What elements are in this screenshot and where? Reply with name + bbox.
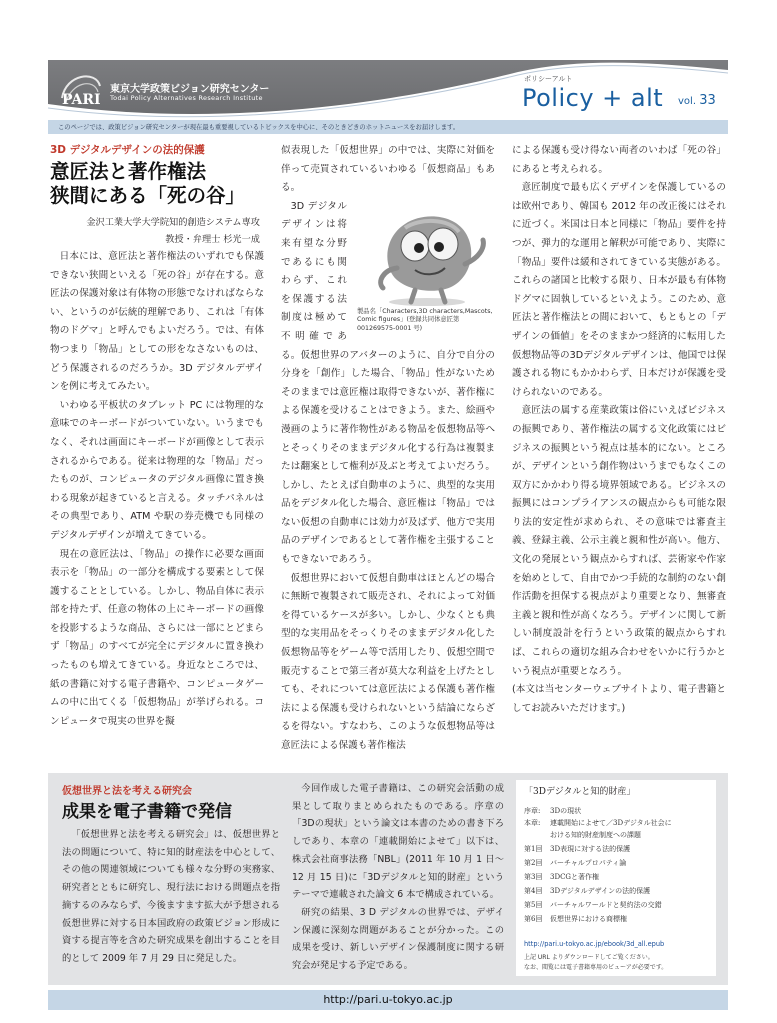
viewer-note: なお、閲覧には電子書籍専用のビューアが必要です。 [524,964,668,971]
box-title: 成果を電子書籍で発信 [62,802,232,822]
toc-row: 序章: 3Dの現状 [524,807,582,815]
ebook-download-link[interactable]: http://pari.u-tokyo.ac.jp/ebook/3d_all.epub [524,940,665,948]
institute-name-ja: 東京大学政策ビジョン研究センター [110,84,270,95]
author-affiliation: 金沢工業大学大学院知的創造システム専攻 [86,217,260,228]
publication-kana: ポリシーアルト [524,75,573,83]
figure-caption: 製品名「Characters,3D characters,Mascots, Comic figures」(登録共同体意匠第001269575-0001 号) [357,307,493,332]
volume-number: vol. 33 [678,93,716,108]
paragraph: 意匠法の属する産業政策は俗にいえばビジネスの振興であり、著作権法の属する文化政策にはビジネスの振興という視点は基本的にない。ところが、デザインという創作物はいうまでもなくこの双方にかかわり得る境界領域である。ビジネスの振興にはコンプライアンスの観点からも可能な限り法的安定性が求められ、その意味では審査主義、登録主義、公示主義と親和性が高い。他方、文化の発展という観点からすれば、芸術家や作家を始めとして、自由でかつ手続的な制約のない創作活動を担保する視点がより重要となり、無審査主義と親和性が高くなろう。デザインに関して新しい制度設計を行うという政策的観点からすれば、これらの適切な組み合わせをいかに行うかという視点が重要となろう。 [512,405,726,677]
toc-title: 「3Dデジタルと知的財産」 [524,787,636,797]
toc-row: 第6回 仮想世界における商標権 [524,915,627,923]
footer-bar [48,990,728,1010]
download-note: 上記 URL よりダウンロードしてご覧ください。 [524,954,654,961]
ebook-note: (本文は当センターウェブサイトより、電子書籍としてお読みいただけます。) [512,684,726,714]
intro-bar [48,120,728,134]
svg-text:PARI: PARI [62,92,101,108]
article-headline: 意匠法と著作権法 狭間にある「死の谷」 [50,160,246,207]
ebook-table-of-contents [516,780,716,976]
paragraph: 似表現した「仮想世界」の中では、実際に対価を伴って売買されているいわゆる「仮想商品」もある。 [281,145,495,194]
paragraph: いわゆる平板状のタブレット PC には物理的な意味でのキーボードがついていない。いうまでもなく、それは画面にキーボードが画像として表示されるからである。従来は物理的な「物品」だったものが、コンピュータのデジタル画像に置き換わる現象が起きていると言える。タッチパネルはその典型であり、ATM や駅の券売機でも同様のデジタルデザインが増えてきている。 [50,399,264,541]
toc-row: 第5回 バーチャルワールドと契約法の交錯 [524,901,662,909]
article-kicker: 3D デジタルデザインの法的保護 [50,144,205,156]
article-column-1 [50,142,264,731]
toc-row: 第4回 3Dデジタルデザインの法的保護 [524,887,651,895]
toc-row: 第2回 バーチャルプロパティ論 [524,859,627,867]
box-column-2 [292,780,504,975]
paragraph: 「仮想世界と法を考える研究会」は、仮想世界と法の問題について、特に知的財産法を中心として、その他の関連領域についても様々な分野の実務家、研究者とともに研究し、現行法における問題点を指摘するのみならず、今後ますます拡大が予想される仮想世界に対する日本国政府の政策ビジョン形成に資する提言等を含めた研究成果を創出することを目的として 2009 年 7 月 29 日に発足した。 [62,829,280,964]
author-name: 教授・弁理士 杉光一成 [165,234,260,245]
paragraph: 仮想世界において仮想自動車はほとんどの場合に無断で複製されて販売され、それによって対価を得ているケースが多い。しかし、少なくとも典型的な実用品をそっくりそのままデジタル化した仮想物品等をゲーム等で活用したり、仮想空間で販売することで第三者が莫大な利益を上げたとしても、それについては意匠法による保護も著作権法による保護も受けられないという結論にならざるを得ない。すなわち、このような仮想物品等は意匠法による保護も著作権法 [281,572,495,751]
box-kicker: 仮想世界と法を考える研究会 [62,786,192,797]
toc-row: おける知的財産制度への課題 [550,831,641,839]
paragraph: 3D デジタルデザインは将来有望な分野であるにも関わらず、これを保護する法制度は極めて不明確である。仮想世界のアバターのように、自分で自分の分身を「創作」した場合、「物品」性がないためそのままでは意匠権は取得できないが、著作権による保護を受けることはできよう。また、絵画や漫画のように著作物性がある物品を仮想物品等へとそっくりそのままデジタル化する行為は複製または翻案として権利が及ぶと考えてよいだろう。しかし、たとえば自動車のように、典型的な実用品をデジタル化した場合、意匠権は「物品」ではない仮想の自動車には効力が及ばず、他方で実用品のデザインであるとして著作権を主張することもできないであろう。 [281,200,495,566]
paragraph: 日本には、意匠法と著作権法のいずれでも保護できない狭間といえる「死の谷」が存在する。意匠法の保護対象は有体物の形態でなければならない、というのが伝統的理解であり、これは「有体物のドグマ」と呼んでもよいだろう。では、有体物つまり「物品」としての形をなさないものは、どう保護されるのだろうか。3D デジタルデザインを例に考えてみたい。 [50,251,264,393]
toc-row: 本章: 連載開始によせて／3Dデジタル社会に [524,819,672,827]
paragraph: 研究の結果、3 D デジタルの世界では、デザイン保護に深刻な問題があることが分かった。この成果を受け、新しいデザイン保護制度に関する研究会が発足する予定である。 [292,906,504,972]
toc-row: 第1回 3D表現に対する法的保護 [524,845,631,853]
paragraph: 現在の意匠法は、「物品」の操作に必要な画面表示を「物品」の一部分を構成する要素として保護することとしている。しかし、物品自体に表示部を持たず、任意の物体の上にキーボードの画像を投影するような商品、さらには一部にとどまらず「物品」のすべてが完全にデジタルに置き換わったものも増えてきている。身近なところでは、紙の書籍に対する電子書籍や、コンピュータゲームの中に出てくる「仮想物品」が挙げられる。コンピュータで現実の世界を擬 [50,548,264,727]
publication-title: Policy + alt [522,84,664,112]
paragraph: 今回作成した電子書籍は、この研究会活動の成果として取りまとめられたものである。序章の「3Dの現状」という論文は本書のための書き下ろしであり、本章の「連載開始によせて」以下は、株式会社商事法務「NBL」(2011 年 10 月 1 日～ 12 月 15 日)に「3Dデジタルと知的財産」というテーマで連載された論文 6 本で構成されている。 [292,783,504,901]
pari-logo [56,68,104,112]
institute-name-en: Todai Policy Alternatives Research Institute [110,94,263,102]
box-column-1 [62,826,280,968]
toc-row: 第3回 3DCGと著作権 [524,873,600,881]
paragraph: 意匠制度で最も広くデザインを保護しているのは欧州であり、韓国も 2012 年の改正後にはそれに近づく。米国は日本と同様に「物品」要件を持つが、弾力的な運用と解釈が可能であり、実際に「物品」要件は緩和されてきている実態がある。これらの諸国と比較する限り、日本が最も有体物ドグマに固執しているといえよう。このため、意匠法と著作権法との間において、もともとの「デザインの価値」をそのままかつ経済的に転用した仮想物品等の3Dデジタルデザインは、他国では保護される物にもかかわらず、日本だけが保護を受けられないのである。 [512,182,726,398]
mascot-illustration [353,198,501,306]
footer-url-link[interactable]: http://pari.u-tokyo.ac.jp [323,993,453,1006]
header-banner [48,60,728,120]
mascot-figure [353,198,501,334]
intro-text: このページでは、政策ビジョン研究センターが現在最も重要視しているトピックスを中心に、そのときどきのホットニュースをお届けします。 [58,124,460,131]
article-column-3 [512,142,726,718]
paragraph: による保護も受け得ない両者のいわば「死の谷」にあると考えられる。 [512,145,726,175]
article-column-2 [281,142,495,756]
